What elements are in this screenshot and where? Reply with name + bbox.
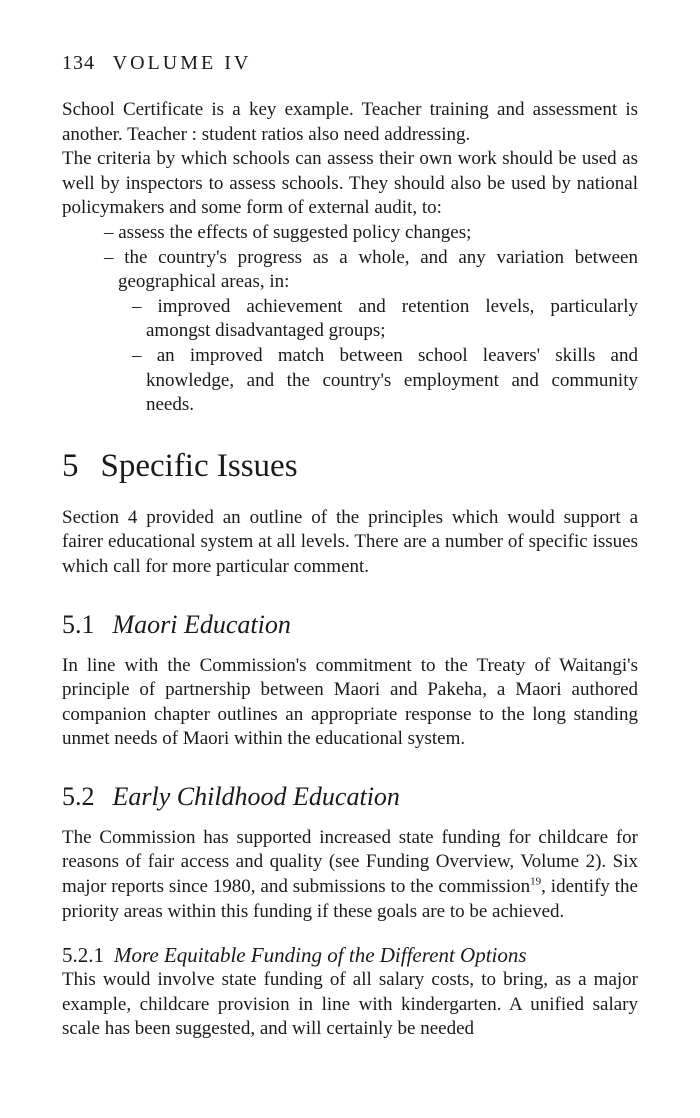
section-number: 5.1 [62, 609, 95, 639]
section-number: 5 [62, 447, 79, 484]
section-title: Maori Education [112, 609, 291, 639]
body-text: The Commission has supported increased state funding for childcare for reasons of fair access and quality (see Funding Overview, Volume 2). Six major reports since 1980, and submissions to the commission [62, 826, 638, 898]
list-subitem: – improved achievement and retention levels, particularly amongst disadvantaged groups; [132, 295, 638, 342]
page-number: 134 [62, 52, 95, 74]
intro-paragraph-1: School Certificate is a key example. Teacher training and assessment is another. Teacher : student ratios also need addressing. [62, 99, 638, 145]
section-heading-5-1 [62, 608, 638, 642]
list-item: – assess the effects of suggested policy changes; [104, 221, 472, 243]
section-heading-5-2 [62, 780, 638, 814]
section-5-2-1-body: This would involve state funding of all salary costs, to bring, as a major example, childcare provision in line with kindergarten. A unified salary scale has been suggested, and will certainly be needed [62, 969, 638, 1040]
intro-paragraph-2: The criteria by which schools can assess their own work should be used as well by inspectors to assess schools. They should also be used by national policymakers and some form of external audit, to: [62, 148, 638, 219]
list-item: – the country's progress as a whole, and any variation between geographical areas, in: [104, 246, 638, 293]
section-5-body: Section 4 provided an outline of the principles which would support a fairer educational system at all levels. There are a number of specific issues which call for more particular comment. [62, 506, 638, 577]
section-heading-5 [62, 446, 638, 486]
section-title: Specific Issues [100, 447, 298, 484]
section-5-2-body [62, 826, 638, 924]
section-5-1-body: In line with the Commission's commitment to the Treaty of Waitangi's principle of partnership between Maori and Pakeha, a Maori authored companion chapter outlines an appropriate response to the long standing unmet needs of Maori within the educational system. [62, 654, 638, 750]
document-page [62, 50, 638, 1042]
volume-label: VOLUME IV [112, 52, 252, 74]
section-title: Early Childhood Education [112, 781, 400, 811]
section-number: 5.2.1 [62, 943, 104, 968]
section-number: 5.2 [62, 781, 95, 811]
section-heading-5-2-1 [62, 942, 638, 968]
criteria-list [62, 221, 638, 418]
footnote-reference: 19 [530, 875, 542, 888]
section-title: More Equitable Funding of the Different Options [114, 943, 527, 968]
running-head [62, 50, 638, 76]
body-text: , identify the priority areas within this funding if these goals are to be achieved. [62, 876, 638, 922]
list-subitem: – an improved match between school leavers' skills and knowledge, and the country's employment and community needs. [132, 344, 638, 416]
